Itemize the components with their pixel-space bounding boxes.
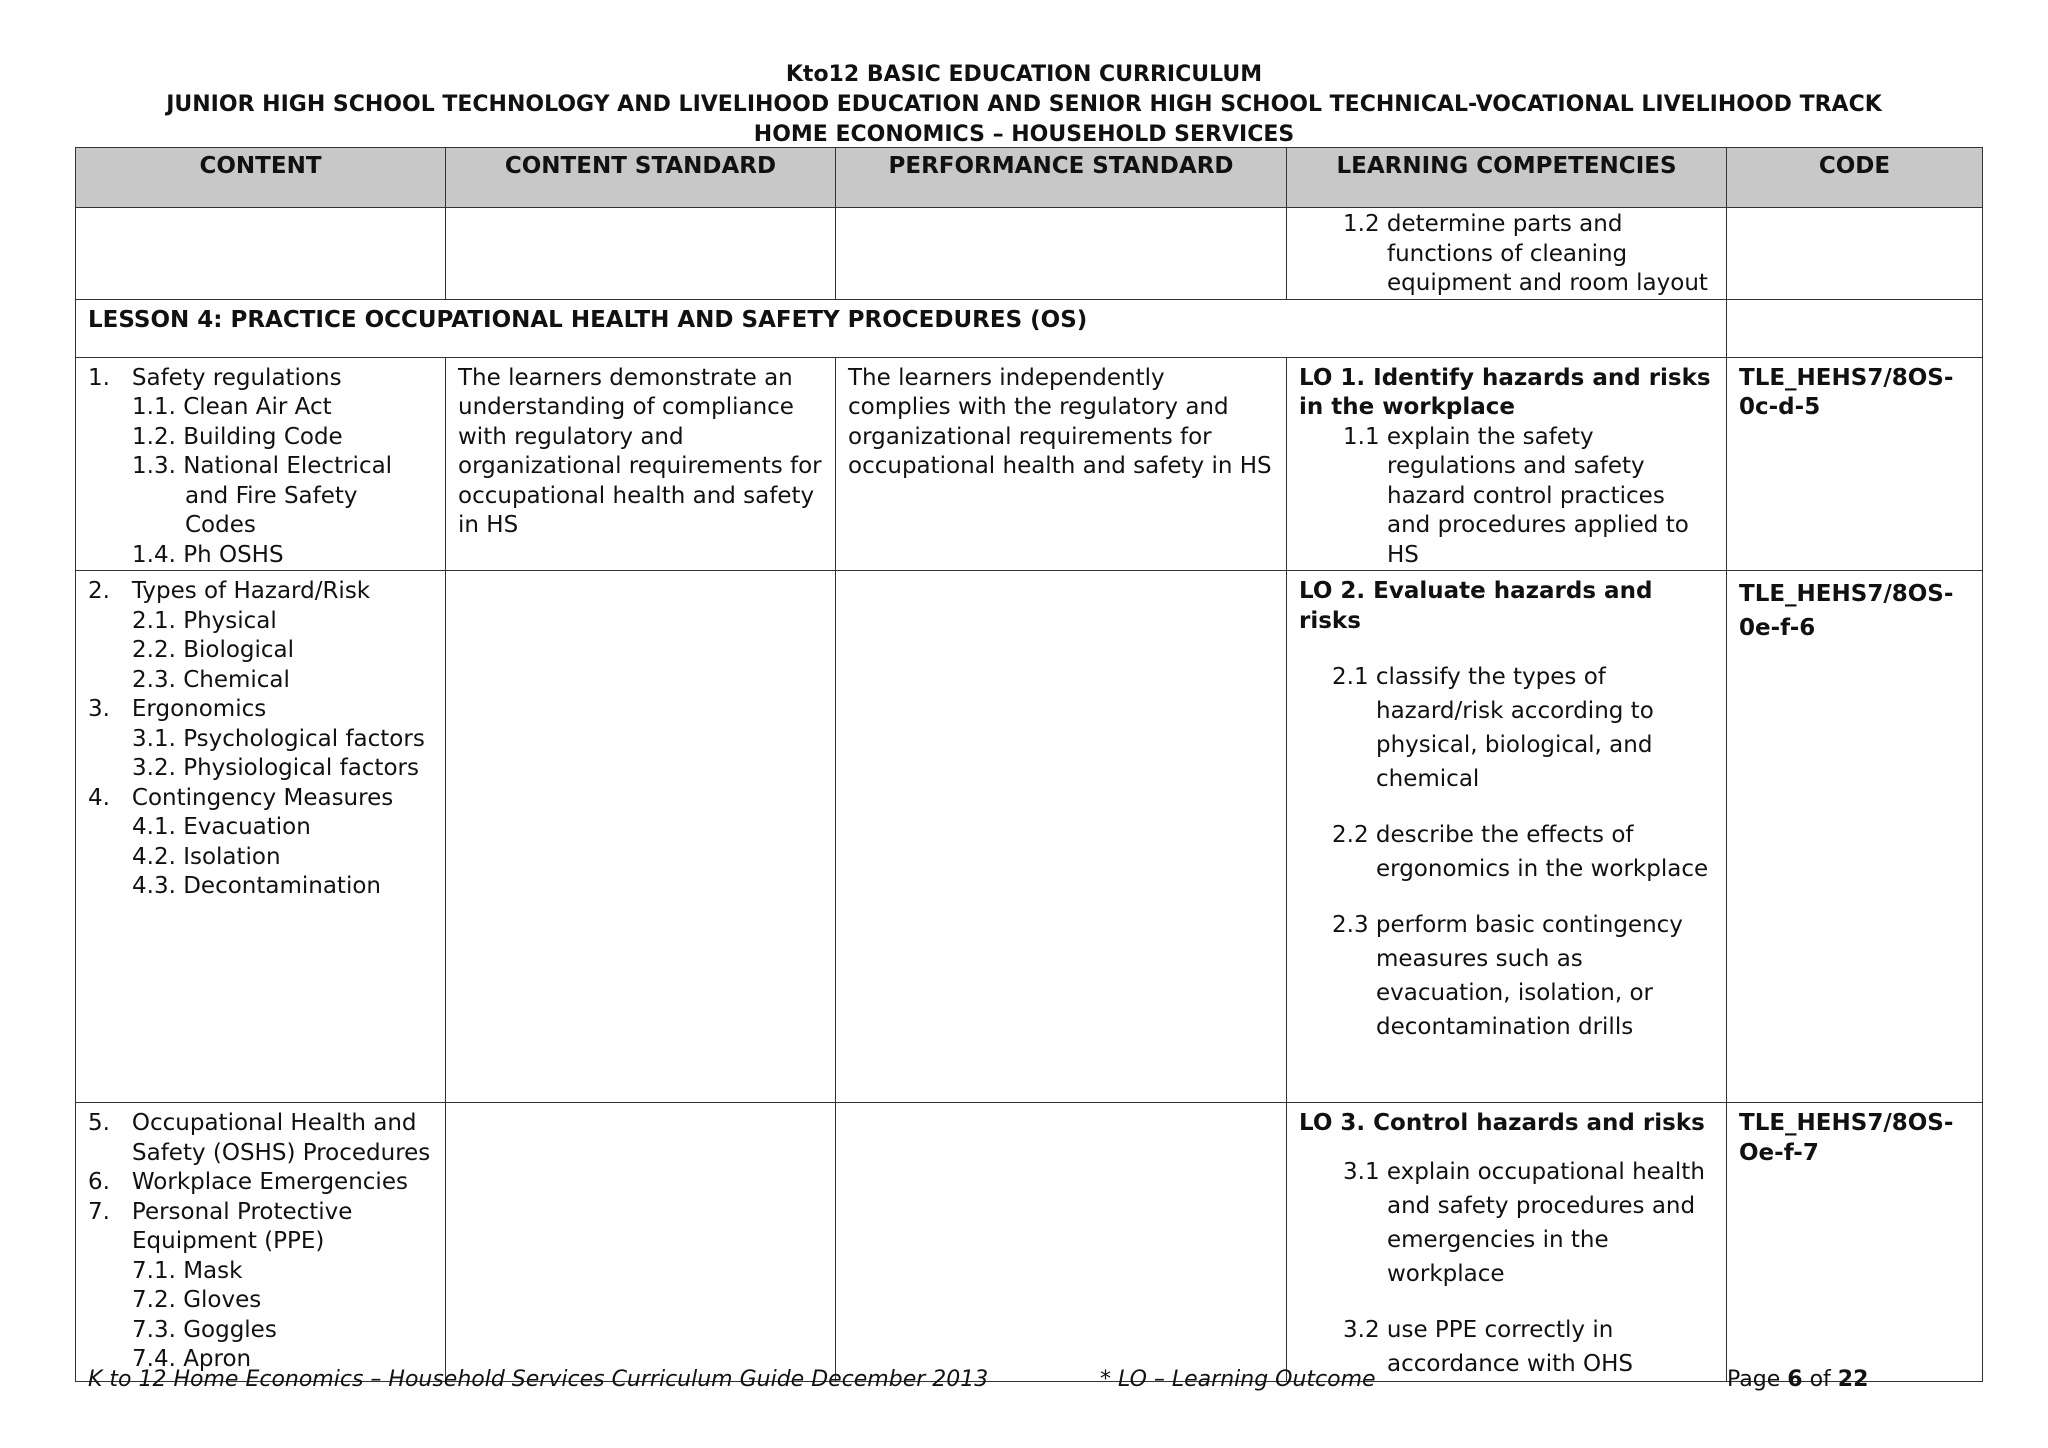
learning-outcome: LO 2. Evaluate hazards and risks (1299, 578, 1653, 634)
content-subitem: 4.1. Evacuation (132, 814, 311, 840)
col-header-content-standard: CONTENT STANDARD (446, 148, 836, 208)
performance-standard-cell (836, 208, 1287, 300)
content-subitem: 2.2. Biological (132, 637, 295, 663)
content-cell (76, 208, 446, 300)
col-header-content: CONTENT (76, 148, 446, 208)
performance-standard-cell: The learners independently complies with the regulatory and organizational requirements for occupational health and safety in HS (836, 357, 1287, 571)
content-subitem: 1.3. National Electrical and Fire Safety Codes (132, 453, 393, 538)
footer-document-title: K to 12 Home Economics – Household Services Curriculum Guide December 2013 (88, 1367, 989, 1392)
content-subitem: 3.1. Psychological factors (132, 725, 425, 752)
code-cell: TLE_HEHS7/8OS-Oe-f-7 (1727, 1103, 1983, 1382)
content-subitem: 7.4. Apron (132, 1346, 252, 1372)
content-subitem: 2.3. Chemical (132, 666, 290, 693)
table-row (76, 1103, 1983, 1382)
content-standard-cell (446, 571, 836, 1103)
table-header-row (76, 148, 1983, 208)
content-cell (76, 1103, 446, 1382)
footer-legend: * LO – Learning Outcome (1100, 1367, 1376, 1392)
learning-outcome: LO 1. Identify hazards and risks in the workplace (1299, 364, 1711, 420)
header-subtitle: JUNIOR HIGH SCHOOL TECHNOLOGY AND LIVELIHOOD EDUCATION AND SENIOR HIGH SCHOOL TECHNICAL-VOCATIONAL LIVELIHOOD TRACK (166, 92, 1882, 117)
learning-outcome: LO 3. Control hazards and risks (1299, 1110, 1705, 1136)
content-subitem: 4.3. Decontamination (132, 873, 381, 899)
competency-cell (1287, 1103, 1727, 1382)
competency-cell (1287, 208, 1727, 300)
code-cell (1727, 299, 1983, 357)
content-subitem: 7.3. Goggles (132, 1316, 277, 1343)
table-row (76, 571, 1983, 1103)
competency-item: 2.3 perform basic contingency measures such as evacuation, isolation, or decontamination drills (1332, 912, 1683, 1040)
content-cell (76, 571, 446, 1103)
content-subitem: 1.1. Clean Air Act (132, 394, 332, 420)
content-item: 5. Occupational Health and Safety (OSHS) Procedures (88, 1110, 431, 1166)
performance-standard-cell (836, 1103, 1287, 1382)
content-item: 2. Types of Hazard/Risk (88, 578, 371, 604)
code-cell: TLE_HEHS7/8OS-0e-f-6 (1727, 571, 1983, 1103)
content-standard-cell: The learners demonstrate an understanding of compliance with regulatory and organizational requirements for occupational health and safety in HS (446, 357, 836, 571)
performance-standard-cell (836, 571, 1287, 1103)
content-subitem: 4.2. Isolation (132, 843, 281, 870)
table-row (76, 357, 1983, 571)
lesson-title: LESSON 4: PRACTICE OCCUPATIONAL HEALTH AND SAFETY PROCEDURES (OS) (76, 299, 1727, 357)
document-header (0, 60, 2048, 150)
content-subitem: 2.1. Physical (132, 607, 277, 634)
curriculum-table (75, 147, 1983, 1382)
content-subitem: 7.1. Mask (132, 1257, 243, 1284)
competency-item: 2.2 describe the effects of ergonomics in the workplace (1332, 822, 1709, 882)
page-number: Page 6 of 22 (1727, 1367, 1869, 1392)
code-cell: TLE_HEHS7/8OS-0c-d-5 (1727, 357, 1983, 571)
competency-item: 1.2 determine parts and functions of cleaning equipment and room layout (1343, 211, 1708, 296)
content-subitem: 7.2. Gloves (132, 1287, 262, 1313)
content-subitem: 1.4. Ph OSHS (132, 541, 284, 568)
content-item: 7. Personal Protective Equipment (PPE) (88, 1198, 353, 1254)
col-header-learning-competencies: LEARNING COMPETENCIES (1287, 148, 1727, 208)
header-title: Kto12 BASIC EDUCATION CURRICULUM (785, 62, 1263, 87)
competency-cell (1287, 357, 1727, 571)
content-standard-cell (446, 1103, 836, 1382)
col-header-code: CODE (1727, 148, 1983, 208)
content-item: 3. Ergonomics (88, 696, 267, 722)
table-row (76, 208, 1983, 300)
competency-item: 1.1 explain the safety regulations and safety hazard control practices and procedures applied to HS (1343, 423, 1689, 568)
header-section: HOME ECONOMICS – HOUSEHOLD SERVICES (753, 122, 1295, 147)
content-subitem: 1.2. Building Code (132, 423, 343, 450)
competency-item: 3.1 explain occupational health and safety procedures and emergencies in the workplace (1343, 1158, 1705, 1287)
competency-item: 3.2 use PPE correctly in accordance with OHS (1343, 1316, 1633, 1377)
col-header-performance-standard: PERFORMANCE STANDARD (836, 148, 1287, 208)
content-item: 1. Safety regulations (88, 364, 342, 391)
content-item: 4. Contingency Measures (88, 784, 394, 811)
content-subitem: 3.2. Physiological factors (132, 755, 419, 781)
content-cell (76, 357, 446, 571)
code-cell (1727, 208, 1983, 300)
content-standard-cell (446, 208, 836, 300)
competency-cell (1287, 571, 1727, 1103)
content-item: 6. Workplace Emergencies (88, 1169, 408, 1195)
lesson-row (76, 299, 1983, 357)
competency-item: 2.1 classify the types of hazard/risk according to physical, biological, and chemical (1332, 664, 1654, 792)
